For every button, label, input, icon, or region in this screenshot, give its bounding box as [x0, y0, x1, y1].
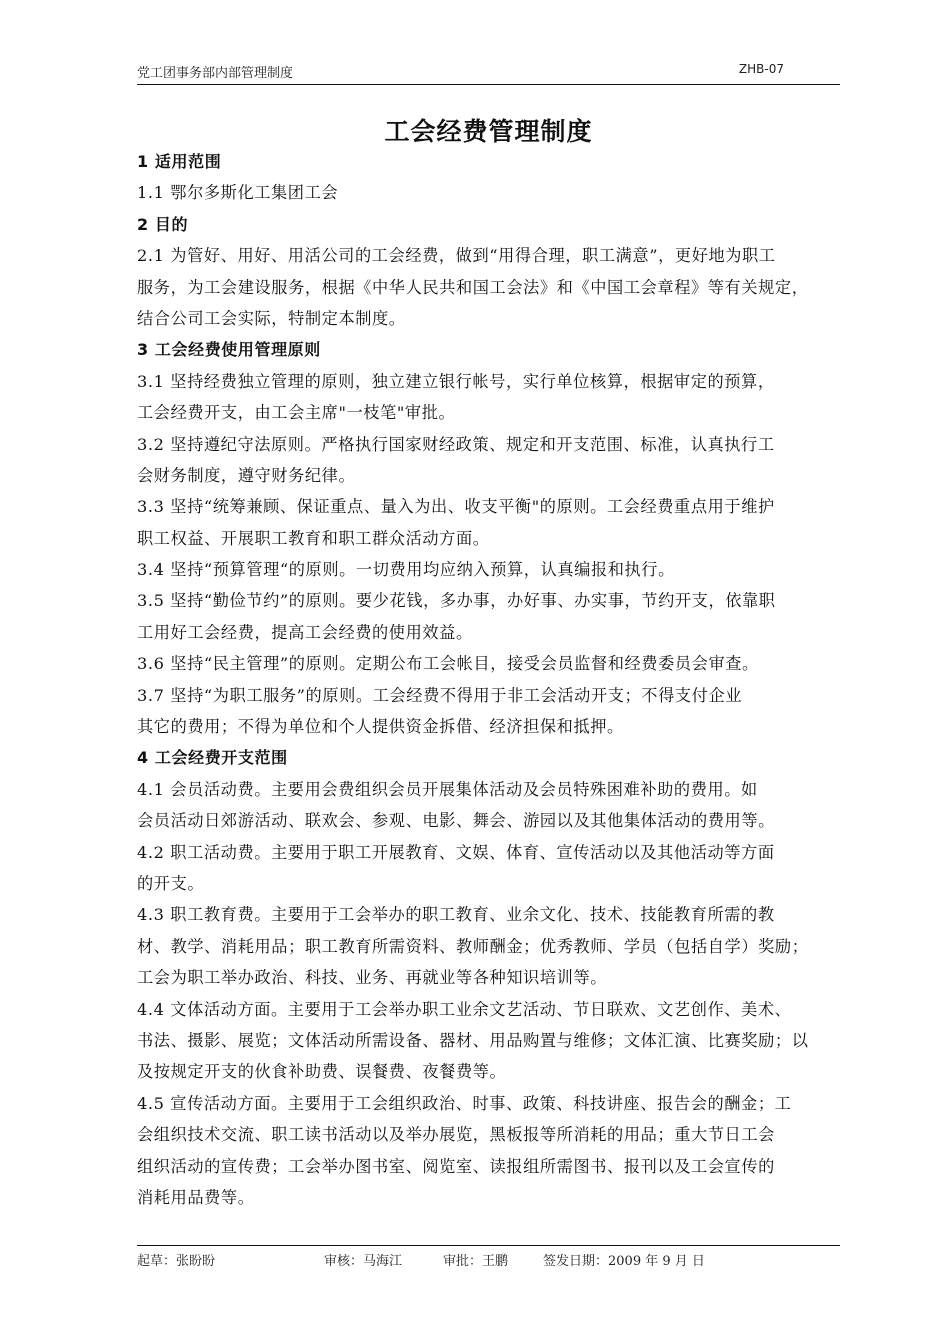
body-text-line: 4.5 宣传活动方面。主要用于工会组织政治、时事、政策、科技讲座、报告会的酬金；工	[137, 1093, 792, 1113]
body-text-line: 3.1 坚持经费独立管理的原则，独立建立银行帐号，实行单位核算，根据审定的预算，	[137, 371, 775, 391]
footer-drafter: 起草：张盼盼	[137, 1254, 216, 1269]
document-title: 工会经费管理制度	[384, 117, 593, 146]
page-header	[137, 62, 840, 84]
body-text-line: 会员活动日郊游活动、联欢会、参观、电影、舞会、游园以及其他集体活动的费用等。	[137, 811, 775, 831]
body-text-line: 3.3 坚持“统筹兼顾、保证重点、量入为出、收支平衡"的原则。工会经费重点用于维护	[137, 497, 775, 517]
body-text-line: 4.2 职工活动费。主要用于职工开展教育、文娱、体育、宣传活动以及其他活动等方面	[137, 842, 775, 862]
section-heading: 1 适用范围	[137, 152, 222, 171]
body-text-line: 3.2 坚持遵纪守法原则。严格执行国家财经政策、规定和开支范围、标准，认真执行工	[137, 434, 775, 454]
footer-divider	[137, 1245, 840, 1246]
body-text-line: 3.7 坚持“为职工服务”的原则。工会经费不得用于非工会活动开支；不得支付企业	[137, 685, 743, 705]
body-text-line: 工会为职工举办政治、科技、业务、再就业等各种知识培训等。	[137, 968, 608, 988]
body-text-line: 职工权益、开展职工教育和职工群众活动方面。	[137, 528, 490, 548]
body-text-line: 及按规定开支的伙食补助费、误餐费、夜餐费等。	[137, 1062, 507, 1082]
body-text-line: 2.1 为管好、用好、用活公司的工会经费，做到“用得合理，职工满意”，更好地为职工	[137, 246, 776, 266]
body-text-line: 材、教学、消耗用品；职工教育所需资料、教师酬金；优秀教师、学员（包括自学）奖励；	[137, 936, 809, 956]
header-divider	[137, 84, 840, 85]
section-heading: 3 工会经费使用管理原则	[137, 340, 321, 360]
body-text-line: 会组织技术交流、职工读书活动以及举办展览，黑板报等所消耗的用品；重大节日工会	[137, 1125, 775, 1145]
body-text-line: 组织活动的宣传费；工会举办图书室、阅览室、读报组所需图书、报刊以及工会宣传的	[137, 1156, 775, 1176]
body-text-line: 4.3 职工教育费。主要用于工会举办的职工教育、业余文化、技术、技能教育所需的教	[137, 905, 775, 925]
body-text-line: 书法、摄影、展览；文体活动所需设备、器材、用品购置与维修；文体汇演、比赛奖励；以	[137, 1030, 809, 1050]
body-text-line: 工会经费开支，由工会主席"一枝笔"审批。	[137, 403, 456, 423]
body-text-line: 消耗用品费等。	[137, 1187, 255, 1207]
body-text-line: 结合公司工会实际，特制定本制度。	[137, 308, 406, 328]
body-text-line: 工用好工会经费，提高工会经费的使用效益。	[137, 622, 473, 642]
footer-reviewer: 审核：马海江	[324, 1254, 403, 1269]
document-body	[137, 146, 842, 1213]
body-text-line: 服务，为工会建设服务，根据《中华人民共和国工会法》和《中国工会章程》等有关规定，	[137, 277, 809, 297]
section-heading: 2 目的	[137, 214, 189, 234]
body-text-line: 1.1 鄂尔多斯化工集团工会	[137, 183, 339, 203]
header-department: 党工团事务部内部管理制度	[137, 66, 294, 81]
body-text-line: 其它的费用；不得为单位和个人提供资金拆借、经济担保和抵押。	[137, 717, 624, 737]
footer-approver: 审批：王鹏	[443, 1254, 509, 1269]
body-text-line: 会财务制度，遵守财务纪律。	[137, 465, 356, 485]
body-text-line: 4.4 文体活动方面。主要用于工会举办职工业余文艺活动、节日联欢、文艺创作、美术、	[137, 999, 792, 1019]
footer-issue-date: 签发日期：2009 年 9 月 日	[543, 1254, 705, 1269]
body-text-line: 3.6 坚持“民主管理”的原则。定期公布工会帐目，接受会员监督和经费委员会审查。	[137, 654, 759, 674]
section-heading: 4 工会经费开支范围	[137, 748, 288, 768]
header-doc-code: ZHB-07	[738, 62, 784, 76]
body-text-line: 的开支。	[137, 873, 205, 893]
body-text-line: 3.4 坚持“预算管理“的原则。一切费用均应纳入预算，认真编报和执行。	[137, 560, 675, 580]
body-text-line: 4.1 会员活动费。主要用会费组织会员开展集体活动及会员特殊困难补助的费用。如	[137, 779, 758, 799]
body-text-line: 3.5 坚持“勤俭节约”的原则。要少花钱，多办事，办好事、办实事，节约开支，依靠职	[137, 591, 776, 611]
